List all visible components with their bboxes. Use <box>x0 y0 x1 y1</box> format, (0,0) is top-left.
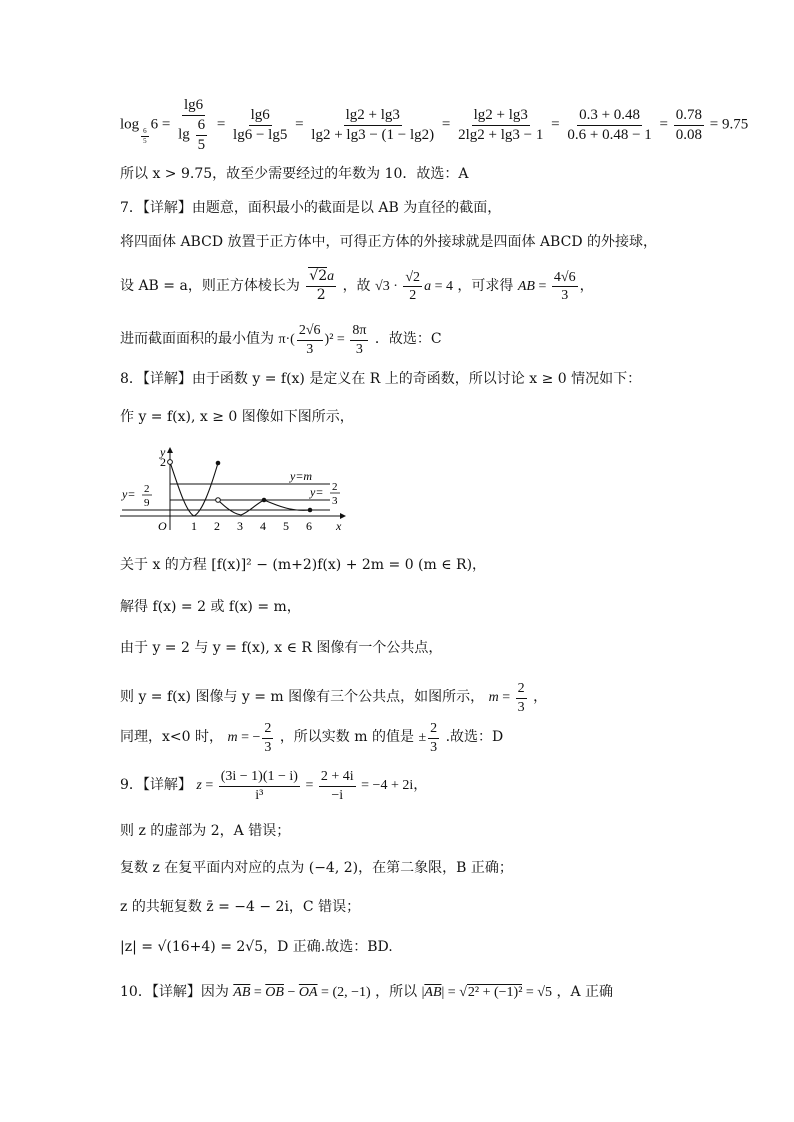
frac-den: 3 <box>332 495 338 507</box>
text-line: 解得 f(x) = 2 或 f(x) = m， <box>120 599 301 615</box>
text-fragment: ．故选：C <box>374 331 442 348</box>
text-line: 则 z 的虚部为 2，A 错误； <box>120 823 291 839</box>
y-tick-label: 2 <box>160 455 166 469</box>
x-tick-label: 3 <box>237 519 243 533</box>
x-tick-label: 1 <box>191 519 197 533</box>
open-point <box>216 498 221 503</box>
problem-9-heading: 9．【详解】 <box>120 777 192 794</box>
text-line: 将四面体 ABCD 放置于正方体中，可得正方体的外接球就是四面体 ABCD 的外接球， <box>120 234 657 250</box>
frac-num: 2 <box>332 481 338 493</box>
text-line: 同理，x<0 时， m = − $\frac{2}{3}$ ，所以实数 m 的值是 ± $\frac{2}{3}$ .故选：D <box>120 721 504 755</box>
x-tick-label: 2 <box>214 519 220 533</box>
origin-label: O <box>158 519 167 533</box>
text-fragment: ，所以实数 m 的值是 <box>279 729 414 746</box>
text-line: 复数 z 在复平面内对应的点为 (−4, 2)，在第二象限，B 正确； <box>120 860 513 876</box>
label-y-m: y=m <box>290 469 313 483</box>
text-fragment: ，可求得 <box>457 278 514 294</box>
text-line: 关于 x 的方程 [f(x)]² − (m+2)f(x) + 2m = 0 (m ∈ R)， <box>120 557 487 573</box>
text-line: 作 y = f(x), x ≥ 0 图像如下图所示， <box>120 409 354 425</box>
frac-num: 2 <box>144 483 150 495</box>
frac-den: 9 <box>144 497 150 509</box>
text-line: 由于 y = 2 与 y = f(x), x ∈ R 图像有一个公共点， <box>120 640 443 656</box>
text-line: 所以 x > 9.75，故至少需要经过的年数为 10．故选：A <box>120 166 469 182</box>
x-tick-label: 6 <box>306 519 312 533</box>
closed-point <box>262 498 267 503</box>
text-fragment: 设 AB = a，则正方体棱长为 <box>120 278 300 294</box>
function-curve <box>170 462 218 516</box>
text-line: |z| = √(16+4) = 2√5，D 正确.故选：BD. <box>120 939 393 955</box>
text-fragment: .故选：D <box>445 729 504 746</box>
x-axis-label: x <box>336 519 342 533</box>
open-point <box>168 460 173 465</box>
text-line: 则 y = f(x) 图像与 y = m 图像有三个公共点，如图所示， m = $\frac{2}{3}$ ， <box>120 681 548 715</box>
text-line: z 的共轭复数 z̄ = −4 − 2i，C 错误； <box>120 899 361 915</box>
label-y-2-3: y= <box>310 485 324 499</box>
text-fragment: ，故 <box>342 278 371 294</box>
text-fragment: ， <box>533 689 548 706</box>
closed-point <box>216 461 221 466</box>
text-line: 设 AB = a，则正方体棱长为 $\frac{√2a}{2}$ ，故 √3 · $\frac{√2}{2}$ a = 4 ，可求得 AB = $\frac{4√6}{3}$ ， <box>120 268 594 304</box>
problem-7-heading: 7．【详解】由题意，面积最小的截面是以 AB 为直径的截面， <box>120 200 502 216</box>
log-computation: log $_{\frac{6}{5}}$ 6 = lg6 lg $\frac{6}{5}$ = $\frac{\lg 6}{\lg 6 - \lg 5}$ = $\frac{\lg 2 + \lg 3}{\lg 2 + \lg 3 - (1 - \lg 2)}$ = $\frac{\lg 2 + \lg 3}{2\lg 2 + \lg 3 - 1}$ = $\frac{0.3 + 0.48}{0.6 + 0.48 - 1}$ = $\frac{0.78}{0.08}$ = 9.75 <box>120 97 749 153</box>
x-tick-label: 5 <box>283 519 289 533</box>
text-fragment: ，所以 <box>375 984 418 1000</box>
text-fragment: 同理，x<0 时， <box>120 729 223 746</box>
label-y-2-9: y= <box>122 487 136 501</box>
x-tick-labels <box>191 519 312 533</box>
closed-point <box>308 508 313 513</box>
problem-10-heading: 10．【详解】因为 <box>120 984 229 1000</box>
text-line: 进而截面面积的最小值为 π·( $\frac{2√6}{3}$ )² = $\frac{8\pi}{3}$ ．故选：C <box>120 323 442 357</box>
text-line: 9．【详解】 z = $\frac{(3i - 1)(1 - i)}{\text{i³}}$ = $\frac{2 + 4i}{-i}$ = −4 + 2i， <box>120 769 428 803</box>
x-tick-label: 4 <box>260 519 266 533</box>
problem-8-heading: 8．【详解】由于函数 y = f(x) 是定义在 R 上的奇函数，所以讨论 x ≥ 0 情况如下： <box>120 371 642 387</box>
text-line: 10．【详解】因为 $\overline{AB} = \overline{OB} - \overline{OA} = (2$, −1) ，所以 $|\overline{AB}| = √2^2 + (-1)^2 = √5$ ，A 正确 <box>120 984 614 1000</box>
text-fragment: 则 y = f(x) 图像与 y = m 图像有三个公共点，如图所示， <box>120 689 485 706</box>
function-graph <box>118 446 358 536</box>
text-fragment: ，A 正确 <box>556 984 614 1000</box>
y-axis-arrow-icon <box>167 447 173 453</box>
text-fragment: 进而截面面积的最小值为 <box>120 331 274 348</box>
y-axis-label: y <box>160 446 166 459</box>
